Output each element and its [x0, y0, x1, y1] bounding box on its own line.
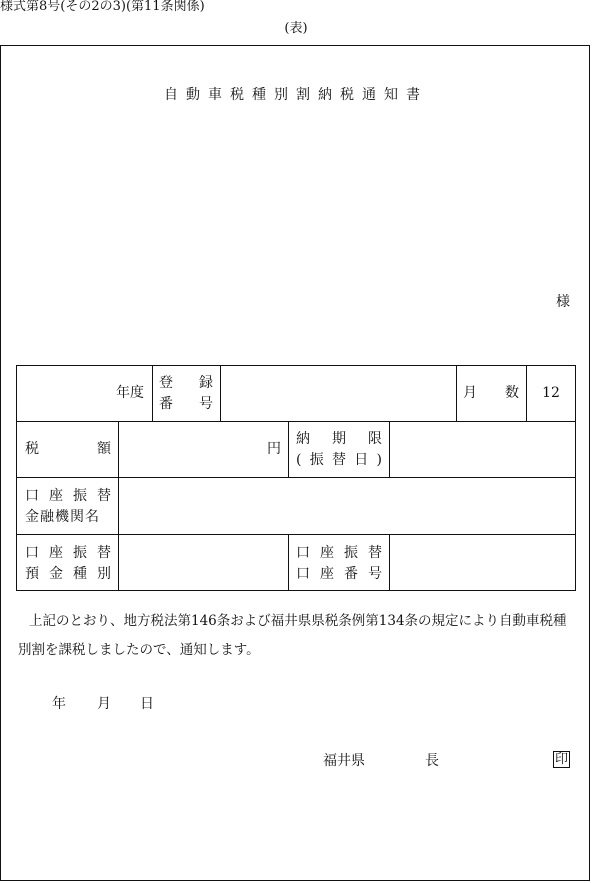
table-rule: [288, 534, 289, 590]
table-rule: [389, 421, 390, 477]
document-title: 自動車税種別割納税通知書: [164, 87, 428, 103]
table-rule: [288, 421, 289, 477]
fiscal-year-label: 年度: [116, 385, 144, 401]
account-number-label: 口 座 番 号: [296, 566, 382, 582]
transfer-date-label: ( 振 替 日 ): [296, 452, 382, 468]
payment-deadline-label: 納 期 限: [296, 431, 382, 447]
table-rule: [456, 365, 457, 421]
tax-details-table: [16, 365, 576, 591]
table-rule: [16, 365, 576, 366]
table-rule: [220, 365, 221, 421]
table-rule: [16, 421, 576, 422]
table-rule: [152, 365, 153, 421]
chief-title: 長: [425, 753, 439, 769]
table-rule: [16, 590, 576, 591]
table-rule: [16, 477, 576, 478]
yen-unit: 円: [267, 441, 281, 457]
table-rule: [118, 421, 119, 590]
months-value: 12: [542, 385, 560, 401]
table-rule: [389, 534, 390, 590]
prefecture-name: 福井県: [323, 753, 365, 769]
tax-amount-label: 税 額: [25, 441, 111, 457]
date-month-label: 月: [97, 696, 111, 712]
official-seal-mark: 印: [554, 752, 568, 767]
bank-name-label: 口 座 振 替: [25, 488, 111, 504]
registration-number-label: 番 号: [159, 396, 213, 412]
bank-name-label: 金融機関名: [25, 509, 100, 525]
account-number-label: 口 座 振 替: [296, 545, 382, 561]
deposit-type-label: 口 座 振 替: [25, 545, 111, 561]
registration-number-label: 登 録: [159, 375, 213, 391]
deposit-type-label: 預 金 種 別: [25, 566, 111, 582]
notice-body-text: 上記のとおり、地方税法第146条および福井県県税条例第134条の規定により自動車税種別割を課税しましたので、通知します。: [18, 613, 567, 658]
date-day-label: 日: [140, 696, 154, 712]
table-rule: [16, 534, 576, 535]
months-label: 月 数: [463, 385, 519, 401]
addressee-suffix: 様: [556, 294, 570, 310]
date-year-label: 年: [52, 696, 66, 712]
form-number-label: 様式第8号(その2の3)(第11条関係): [0, 0, 205, 14]
face-side-label: (表): [284, 21, 308, 36]
table-rule: [16, 365, 17, 591]
